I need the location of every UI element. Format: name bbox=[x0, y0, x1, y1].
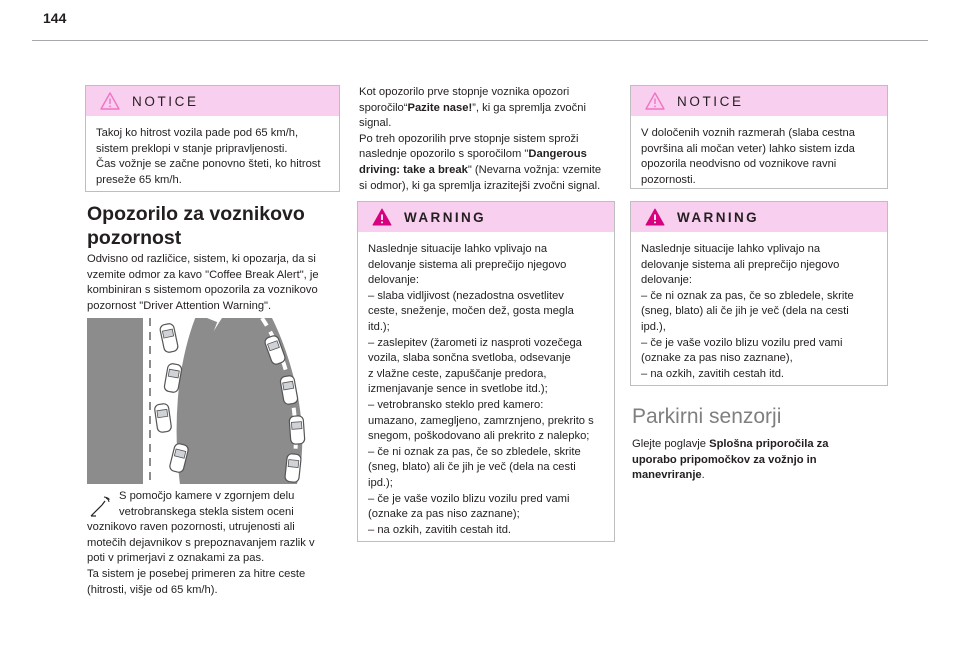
parking-reference-paragraph: Glejte poglavje Splošna priporočila za uporabo pripomočkov za vožnjo in manevriranje. bbox=[632, 438, 829, 482]
warning-label: WARNING bbox=[404, 209, 487, 225]
message-take-a-break: driving: take a break bbox=[359, 163, 468, 176]
notice-line: Takoj ko hitrost vozila pade pod 65 km/h, bbox=[96, 127, 299, 139]
notice-box-road-conditions bbox=[630, 85, 888, 189]
car-icon bbox=[289, 416, 305, 445]
warning-triangle-filled-icon bbox=[645, 208, 665, 226]
notice-label: NOTICE bbox=[132, 93, 199, 109]
lane-drift-illustration bbox=[87, 318, 339, 484]
warning-box-lane-markings bbox=[630, 201, 888, 386]
notice-header bbox=[631, 86, 887, 116]
car-icon bbox=[285, 453, 302, 482]
chapter-reference: Splošna priporočila za bbox=[709, 438, 829, 450]
notice-line: Čas vožnje se začne ponovno šteti, ko hitrost bbox=[96, 158, 321, 171]
warning-header bbox=[358, 202, 614, 232]
message-pazite-nase: Pazite nase! bbox=[407, 101, 473, 114]
notice-label: NOTICE bbox=[677, 93, 744, 109]
warning-box-conditions bbox=[357, 201, 615, 542]
first-level-warning-paragraph: Kot opozorilo prve stopnje voznika opozori sporočilo“Pazite nase!”, ki ga spremlja zvočni signal. Po treh opozorilih prve stopnje sistem sproži naslednje opozorilo s sporočilom "Dangerous driving: take a break" (Nevarna vožnja: vzemite si odmor), ki ga spremlja izrazitejši zvočni signal. bbox=[359, 86, 602, 192]
notice-header bbox=[86, 86, 339, 116]
notice-body bbox=[86, 116, 339, 196]
page-number: 144 bbox=[43, 10, 67, 26]
message-dangerous-driving: Dangerous bbox=[528, 148, 587, 161]
notice-box-speed bbox=[85, 85, 340, 192]
warning-label: WARNING bbox=[677, 209, 760, 225]
camera-paragraph: S pomočjo kamere v zgornjem delu vetrobranskega stekla sistem oceni voznikovo raven pozornosti, utrujenosti ali motečih dejavnikov s prepoznavanjem razlik v poti v primerjavi z oznakami za pas. Ta sistem je posebej primeren za hitre ceste (hitrosti, višje od 65 km/h). bbox=[87, 490, 315, 596]
notice-line: sistem preklopi v stanje pripravljenosti. bbox=[96, 142, 288, 155]
warning-triangle-outline-icon bbox=[645, 92, 665, 110]
intro-paragraph: Odvisno od različice, sistem, ki opozarja, da si vzemite odmor za kavo "Coffee Break Alert", je kombiniran s sistemom opozorila za voznikovo pozornost "Driver Attention Warning". bbox=[87, 253, 319, 312]
notice-line: preseže 65 km/h. bbox=[96, 173, 182, 186]
top-rule bbox=[32, 40, 928, 41]
section-heading-driver-attention: Opozorilo za voznikovo pozornost bbox=[87, 203, 305, 249]
warning-body: Naslednje situacije lahko vplivajo na delovanje sistema ali preprečijo njegovo delovanje: – če ni oznak za pas, če so zbledele, skrite (sneg, blato) ali če jih je več (dela na cesti ipd.), – če je vaše vozilo blizu vozilu pred vami (oznake za pas niso zaznane), – na ozkih, zavitih cestah itd. bbox=[641, 243, 854, 380]
notice-body: V določenih voznih razmerah (slaba cestna površina ali močan veter) lahko sistem izda opozorila neodvisno od voznikove ravni pozornosti. bbox=[641, 127, 855, 186]
warning-triangle-outline-icon bbox=[100, 92, 120, 110]
warning-triangle-filled-icon bbox=[372, 208, 392, 226]
warning-header bbox=[631, 202, 887, 232]
warning-body: Naslednje situacije lahko vplivajo na delovanje sistema ali preprečijo njegovo delovanje: – slaba vidljivost (nezadostna osvetlitev ceste, sneženje, močen dež, gosta megla itd.); – zaslepitev (žarometi iz nasproti vozečega vozila, slaba sončna svetloba, odsevanje z vlažne ceste, zapuščanje predora, izmenjavanje sence in svetlobe itd.); – vetrobransko steklo pred kamero: umazano, zamegljeno, zamrznjeno, prekrito s snegom, poškodovano ali prekrito z nalepko; – če ni oznak za pas, če so zbledele, skrite (sneg, blato) ali če jih je več (dela na cesti ipd.); – če je vaše vozilo blizu vozilu pred vami (oznake za pas niso zaznane); – na ozkih, zavitih cestah itd. bbox=[368, 243, 594, 536]
chapter-reference: manevriranje bbox=[632, 469, 702, 482]
chapter-reference: uporabo pripomočkov za vožnjo in bbox=[632, 453, 817, 466]
section-heading-parking-sensors: Parkirni senzorji bbox=[632, 405, 782, 428]
